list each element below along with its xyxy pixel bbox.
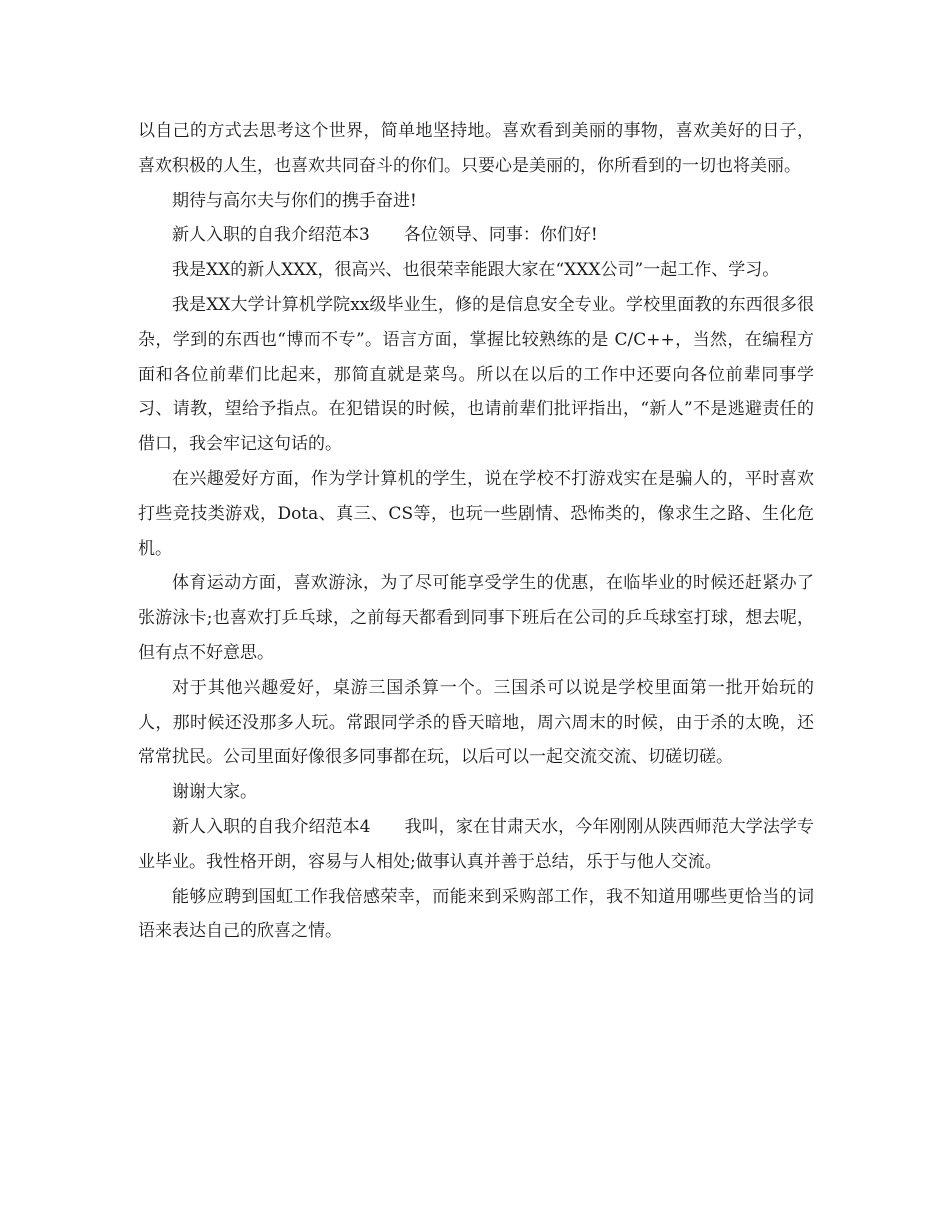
paragraph-self-intro: 我是XX的新人XXX，很高兴、也很荣幸能跟大家在“XXX公司”一起工作、学习。	[172, 260, 780, 281]
paragraph-thanks: 谢谢大家。	[172, 782, 257, 803]
paragraph-education: 我是XX大学计算机学院xx级毕业生，修的是信息安全专业。学校里面教的东西很多很杂，学到的东西也“博而不专”。语言方面，掌握比较熟练的是 C/C++，当然，在编程方面和各位前辈们比起来，那简直就是菜鸟。所以在以后的工作中还要向各位前辈同事学习、请教，望给予指点。在犯错误的时候，也请前辈们批评指出，“新人”不是逃避责任的借口，我会牢记这句话的。	[138, 294, 814, 455]
paragraph-continuation: 以自己的方式去思考这个世界，简单地坚持地。喜欢看到美丽的事物，喜欢美好的日子，喜欢积极的人生，也喜欢共同奋斗的你们。只要心是美丽的，你所看到的一切也将美丽。	[138, 121, 814, 176]
paragraph-board-games: 对于其他兴趣爱好，桌游三国杀算一个。三国杀可以说是学校里面第一批开始玩的人，那时候还没那多人玩。常跟同学杀的昏天暗地，周六周末的时候，由于杀的太晚，还常常扰民。公司里面好像很多同事都在玩，以后可以一起交流交流、切磋切磋。	[138, 677, 814, 768]
document-page	[138, 114, 814, 949]
paragraph-closing-wish: 期待与高尔夫与你们的携手奋进!	[172, 190, 417, 211]
paragraph-hobbies-games: 在兴趣爱好方面，作为学计算机的学生，说在学校不打游戏实在是骗人的，平时喜欢打些竞技类游戏，Dota、真三、CS等，也玩一些剧情、恐怖类的，像求生之路、生化危机。	[138, 468, 814, 559]
paragraph-sample-4-heading: 新人入职的自我介绍范本4 我叫，家在甘肃天水，今年刚刚从陕西师范大学法学专业毕业。我性格开朗，容易与人相处;做事认真并善于总结，乐于与他人交流。	[138, 816, 814, 872]
paragraph-gratitude: 能够应聘到国虹工作我倍感荣幸，而能来到采购部工作，我不知道用哪些更恰当的词语来表达自己的欣喜之情。	[138, 886, 814, 942]
paragraph-sample-3-heading: 新人入职的自我介绍范本3 各位领导、同事：你们好!	[172, 225, 598, 246]
paragraph-sports: 体育运动方面，喜欢游泳，为了尽可能享受学生的优惠，在临毕业的时候还赶紧办了张游泳卡;也喜欢打乒乓球，之前每天都看到同事下班后在公司的乒乓球室打球，想去呢，但有点不好意思。	[138, 573, 814, 663]
